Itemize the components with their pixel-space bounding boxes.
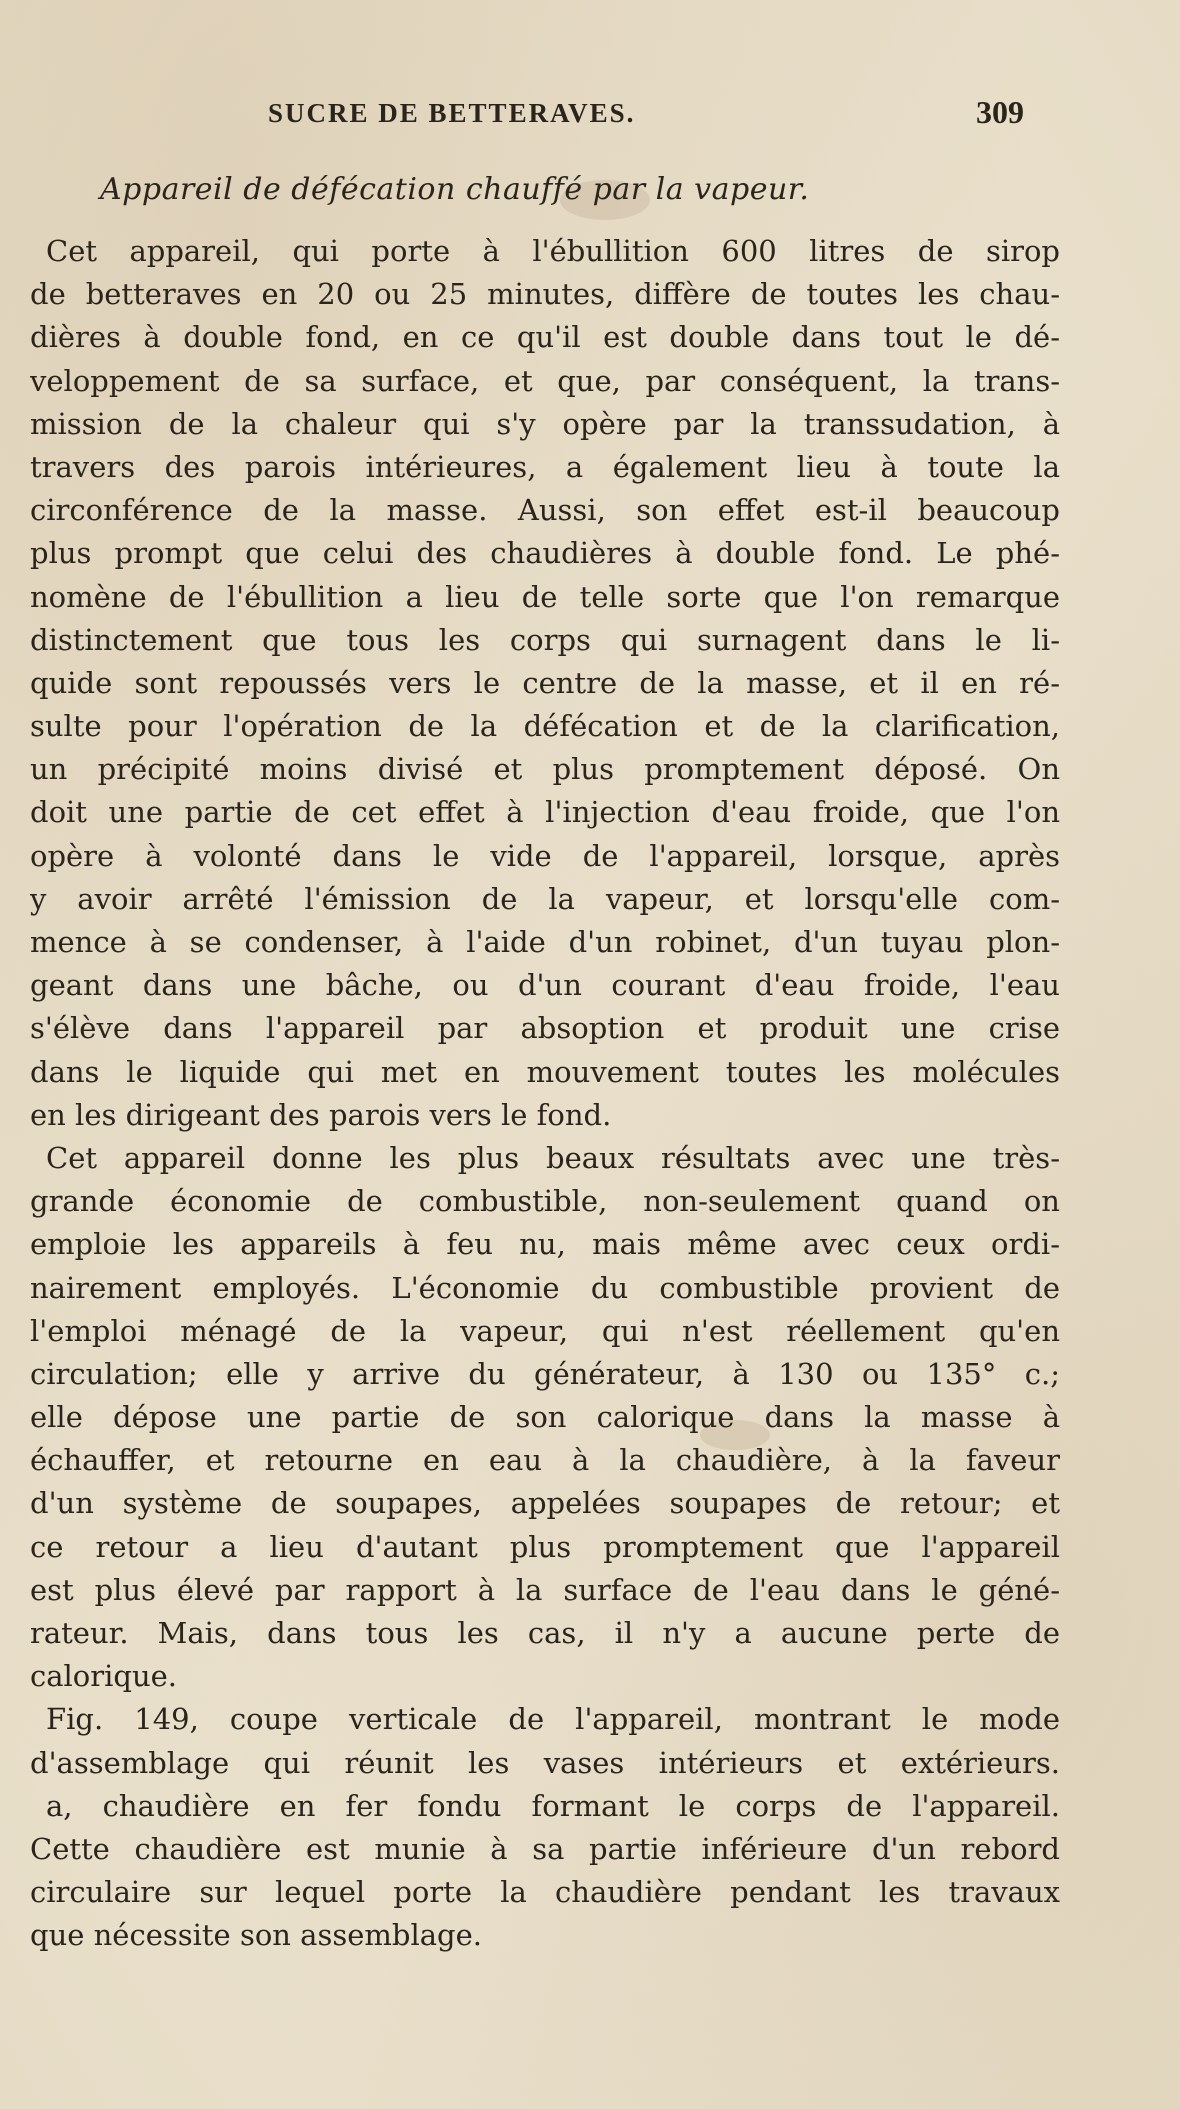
text-line: nomène de l'ébullition a lieu de telle sorte que l'on remarque	[30, 579, 1060, 614]
text-line: d'assemblage qui réunit les vases intérieurs et extérieurs.	[30, 1745, 1060, 1780]
text-line: plus prompt que celui des chaudières à double fond. Le phé-	[30, 536, 1060, 571]
text-line: que nécessite son assemblage.	[30, 1918, 482, 1953]
text-line: en les dirigeant des parois vers le fond.	[30, 1097, 612, 1132]
text-line: geant dans une bâche, ou d'un courant d'eau froide, l'eau	[30, 968, 1060, 1003]
running-head: SUCRE DE BETTERAVES.	[268, 98, 636, 128]
section-title: Appareil de défécation chauffé par la vapeur.	[100, 172, 810, 207]
text-line: Cet appareil, qui porte à l'ébullition 600 litres de sirop	[46, 234, 1060, 268]
text-line: distinctement que tous les corps qui surnagent dans le li-	[30, 622, 1060, 657]
text-line: emploie les appareils à feu nu, mais même avec ceux ordi-	[30, 1227, 1060, 1262]
text-line: d'un système de soupapes, appelées soupapes de retour; et	[30, 1486, 1060, 1521]
text-line: de betteraves en 20 ou 25 minutes, diffère de toutes les chau-	[30, 277, 1060, 312]
text-line: y avoir arrêté l'émission de la vapeur, et lorsqu'elle com-	[30, 881, 1060, 916]
text-line: Fig. 149, coupe verticale de l'appareil, montrant le mode	[46, 1702, 1060, 1737]
text-line: mence à se condenser, à l'aide d'un robinet, d'un tuyau plon-	[30, 925, 1060, 959]
body-text	[30, 230, 1060, 1958]
text-line: sulte pour l'opération de la défécation et de la clarification,	[30, 709, 1060, 744]
text-line: l'emploi ménagé de la vapeur, qui n'est réellement qu'en	[30, 1313, 1060, 1348]
text-line: échauffer, et retourne en eau à la chaudière, à la faveur	[30, 1443, 1060, 1478]
text-line: mission de la chaleur qui s'y opère par la transsudation, à	[30, 406, 1060, 441]
text-line: veloppement de sa surface, et que, par conséquent, la trans-	[30, 363, 1060, 398]
text-line: dières à double fond, en ce qu'il est double dans tout le dé-	[30, 320, 1060, 355]
text-line: travers des parois intérieures, a également lieu à toute la	[30, 449, 1060, 484]
text-line: quide sont repoussés vers le centre de la masse, et il en ré-	[30, 665, 1060, 700]
text-line: calorique.	[30, 1659, 178, 1694]
text-line: grande économie de combustible, non-seulement quand on	[30, 1184, 1060, 1219]
text-line: ce retour a lieu d'autant plus promptement que l'appareil	[30, 1529, 1060, 1564]
text-line: a, chaudière en fer fondu formant le corps de l'appareil.	[46, 1788, 1060, 1823]
text-line: nairement employés. L'économie du combustible provient de	[30, 1270, 1060, 1305]
text-line: Cet appareil donne les plus beaux résultats avec une très-	[46, 1140, 1060, 1175]
text-line: est plus élevé par rapport à la surface de l'eau dans le géné-	[30, 1572, 1060, 1607]
text-line: s'élève dans l'appareil par absoption et produit une crise	[30, 1011, 1060, 1046]
text-line: elle dépose une partie de son calorique dans la masse à	[30, 1400, 1060, 1435]
text-line: doit une partie de cet effet à l'injection d'eau froide, que l'on	[30, 795, 1060, 830]
text-line: circulaire sur lequel porte la chaudière pendant les travaux	[30, 1875, 1060, 1910]
text-line: opère à volonté dans le vide de l'appareil, lorsque, après	[30, 838, 1060, 873]
text-line: circulation; elle y arrive du générateur, à 130 ou 135° c.;	[30, 1356, 1060, 1391]
text-line: dans le liquide qui met en mouvement toutes les molécules	[30, 1054, 1060, 1089]
text-line: Cette chaudière est munie à sa partie inférieure d'un rebord	[30, 1831, 1060, 1866]
text-line: rateur. Mais, dans tous les cas, il n'y a aucune perte de	[30, 1616, 1060, 1650]
page-number: 309	[976, 94, 1024, 130]
text-line: un précipité moins divisé et plus promptement déposé. On	[30, 752, 1060, 787]
text-line: circonférence de la masse. Aussi, son effet est-il beaucoup	[30, 493, 1060, 528]
